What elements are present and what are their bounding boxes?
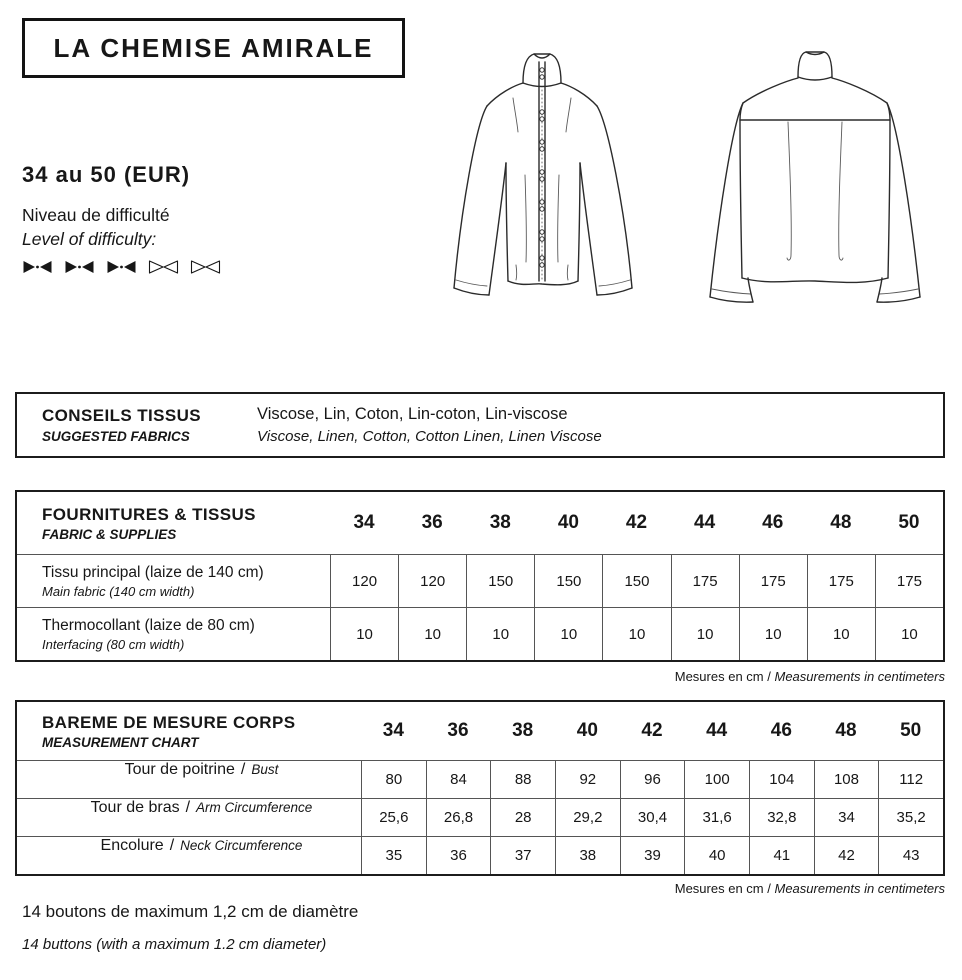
table-value: 34 <box>814 798 879 836</box>
table-value: 120 <box>330 554 398 607</box>
suggested-fabrics-label <box>17 406 257 444</box>
table-title: FOURNITURES & TISSUS FABRIC & SUPPLIES <box>42 504 256 542</box>
measurement-table <box>15 700 945 876</box>
buttons-note-fr: 14 boutons de maximum 1,2 cm de diamètre <box>22 902 359 921</box>
size-column-header: 40 <box>576 720 598 741</box>
table-value: 26,8 <box>426 798 491 836</box>
pattern-title: LA CHEMISE AMIRALE <box>53 32 374 63</box>
size-column-header: 46 <box>770 720 792 741</box>
size-column-header: 36 <box>421 512 443 533</box>
buttons-note-en: 14 buttons (with a maximum 1.2 cm diameter) <box>22 936 327 953</box>
fabrics-value-fr: Viscose, Lin, Coton, Lin-coton, Lin-viscose <box>257 405 568 423</box>
difficulty-label-en: Level of difficulty: <box>22 229 157 249</box>
table-row-label: Tour de bras / Arm Circumference <box>17 798 361 836</box>
size-column-header: 46 <box>762 512 784 533</box>
table-value: 10 <box>602 607 670 660</box>
pattern-title-box <box>22 18 405 78</box>
table-value: 150 <box>534 554 602 607</box>
table-value: 175 <box>671 554 739 607</box>
table-value: 10 <box>875 607 943 660</box>
shirt-front-illustration <box>430 50 655 318</box>
table-value: 104 <box>749 760 814 798</box>
table-value: 175 <box>739 554 807 607</box>
cm-note-en: Measurements in centimeters <box>774 881 945 896</box>
difficulty-bowtie-filled-icon <box>64 259 95 275</box>
table-value: 10 <box>807 607 875 660</box>
table-value: 120 <box>398 554 466 607</box>
difficulty-rating <box>22 259 221 275</box>
size-column-header: 38 <box>512 720 534 741</box>
table-value: 96 <box>620 760 685 798</box>
difficulty-bowtie-outline-icon <box>148 259 179 275</box>
cm-note-en: Measurements in centimeters <box>774 669 945 684</box>
difficulty-bowtie-filled-icon <box>106 259 137 275</box>
table-value: 175 <box>875 554 943 607</box>
fabrics-value-en: Viscose, Linen, Cotton, Cotton Linen, Linen Viscose <box>257 428 602 445</box>
table-value: 42 <box>814 836 879 874</box>
table-value: 84 <box>426 760 491 798</box>
table-value: 36 <box>426 836 491 874</box>
table-value: 10 <box>534 607 602 660</box>
table-value: 10 <box>330 607 398 660</box>
table-value: 88 <box>490 760 555 798</box>
table-value: 10 <box>466 607 534 660</box>
table-value: 37 <box>490 836 555 874</box>
size-column-header: 44 <box>706 720 728 741</box>
table-value: 31,6 <box>684 798 749 836</box>
table-value: 112 <box>878 760 943 798</box>
table-value: 10 <box>739 607 807 660</box>
table-value: 32,8 <box>749 798 814 836</box>
difficulty-bowtie-outline-icon <box>190 259 221 275</box>
table-title: BAREME DE MESURE CORPS MEASUREMENT CHART <box>42 712 296 750</box>
size-range-label: 34 au 50 (EUR) <box>22 162 191 187</box>
supplies-table <box>15 490 945 662</box>
table-value: 41 <box>749 836 814 874</box>
table-row-label: Tissu principal (laize de 140 cm) Main fabric (140 cm width) <box>17 554 330 607</box>
size-column-header: 48 <box>830 512 852 533</box>
table-value: 30,4 <box>620 798 685 836</box>
table-value: 39 <box>620 836 685 874</box>
cm-note-measurements: Mesures en cm / Measurements in centimeters <box>674 881 945 896</box>
cm-note-supplies: Mesures en cm / Measurements in centimeters <box>674 669 945 684</box>
table-value: 40 <box>684 836 749 874</box>
cm-note-fr: Mesures en cm <box>674 669 764 684</box>
suggested-fabrics-box <box>15 392 945 458</box>
table-value: 35 <box>361 836 426 874</box>
size-column-header: 34 <box>353 512 375 533</box>
table-row-label: Tour de poitrine / Bust <box>17 760 361 798</box>
table-value: 108 <box>814 760 879 798</box>
table-value: 175 <box>807 554 875 607</box>
table-value: 100 <box>684 760 749 798</box>
fabrics-label-fr: CONSEILS TISSUS <box>42 406 202 425</box>
table-value: 25,6 <box>361 798 426 836</box>
table-row-label: Thermocollant (laize de 80 cm) Interfacing (80 cm width) <box>17 607 330 660</box>
cm-note-fr: Mesures en cm <box>674 881 764 896</box>
size-column-header: 42 <box>641 720 663 741</box>
size-column-header: 50 <box>898 512 920 533</box>
size-column-header: 40 <box>557 512 579 533</box>
table-value: 43 <box>878 836 943 874</box>
table-row-label: Encolure / Neck Circumference <box>17 836 361 874</box>
table-value: 29,2 <box>555 798 620 836</box>
difficulty-label-fr: Niveau de difficulté <box>22 205 170 225</box>
table-value: 38 <box>555 836 620 874</box>
difficulty-bowtie-filled-icon <box>22 259 53 275</box>
suggested-fabrics-values <box>257 405 602 445</box>
size-column-header: 44 <box>694 512 716 533</box>
table-value: 150 <box>602 554 670 607</box>
table-value: 28 <box>490 798 555 836</box>
fabrics-label-en: SUGGESTED FABRICS <box>42 429 190 444</box>
table-value: 80 <box>361 760 426 798</box>
size-column-header: 50 <box>900 720 922 741</box>
shirt-back-illustration <box>698 50 933 318</box>
size-column-header: 48 <box>835 720 857 741</box>
size-column-header: 42 <box>625 512 648 533</box>
size-column-header: 34 <box>382 720 404 741</box>
table-value: 150 <box>466 554 534 607</box>
table-value: 10 <box>671 607 739 660</box>
size-column-header: 38 <box>489 512 511 533</box>
table-value: 10 <box>398 607 466 660</box>
table-value: 35,2 <box>878 798 943 836</box>
size-column-header: 36 <box>447 720 469 741</box>
table-value: 92 <box>555 760 620 798</box>
